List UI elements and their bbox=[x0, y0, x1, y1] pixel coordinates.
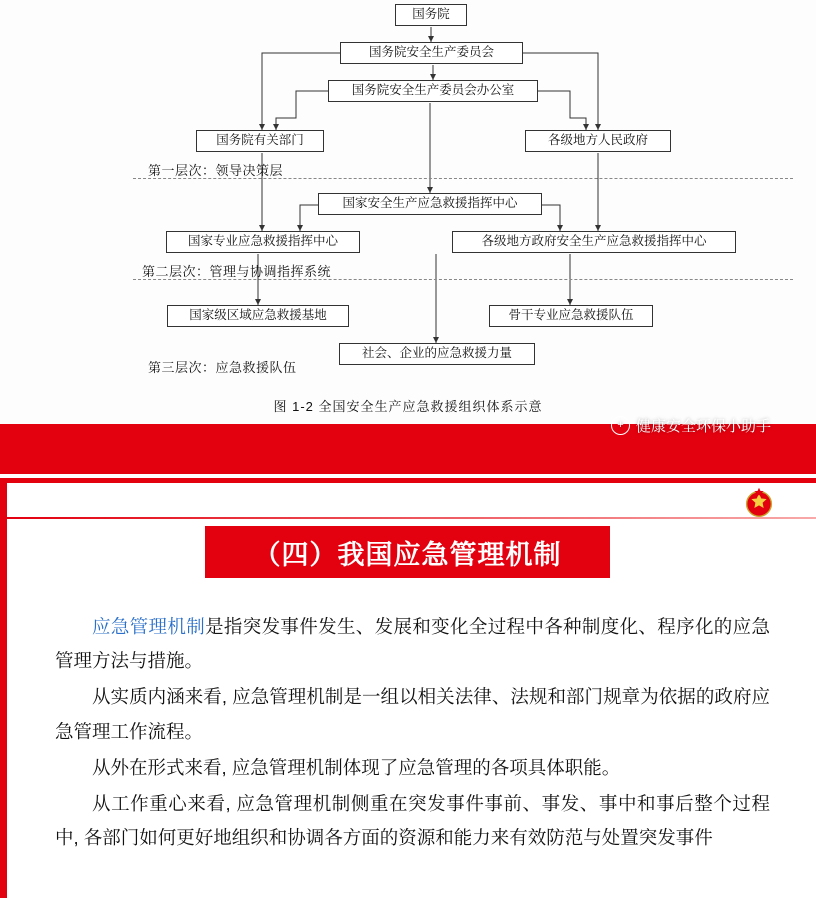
figure-caption: 图 1-2 全国安全生产应急救援组织体系示意 bbox=[273, 399, 543, 414]
national-emblem-icon bbox=[740, 484, 778, 522]
watermark-text: 健康安全环保小助手 bbox=[635, 418, 771, 435]
paragraph-1-text: 是指突发事件发生、发展和变化全过程中各种制度化、程序化的应急管理方法与措施。 bbox=[55, 616, 770, 672]
node-national-regional-base: 国家级区域应急救援基地 bbox=[167, 305, 349, 327]
node-state-council: 国务院 bbox=[395, 4, 467, 26]
node-safety-committee: 国务院安全生产委员会 bbox=[340, 42, 523, 64]
slide-title: （四）我国应急管理机制 bbox=[253, 539, 562, 570]
paragraph-3 bbox=[55, 751, 770, 785]
watermark-badge-icon: + bbox=[611, 416, 630, 435]
paragraph-2-text: 从实质内涵来看, 应急管理机制是一组以相关法律、法规和部门规章为依据的政府应急管理工作流程。 bbox=[55, 686, 770, 742]
node-national-professional-center: 国家专业应急救援指挥中心 bbox=[166, 231, 360, 253]
layer-label-1: 第一层次：领导决策层 bbox=[148, 163, 284, 178]
node-committee-office: 国务院安全生产委员会办公室 bbox=[328, 80, 538, 102]
slide-body bbox=[55, 610, 770, 858]
node-local-government-center: 各级地方政府安全生产应急救援指挥中心 bbox=[452, 231, 736, 253]
paragraph-1-keyword: 应急管理机制 bbox=[92, 616, 206, 637]
layer-label-2: 第二层次：管理与协调指挥系统 bbox=[142, 264, 332, 279]
node-local-governments: 各级地方人民政府 bbox=[525, 130, 671, 152]
slide-top-rule bbox=[7, 517, 816, 519]
slide-title-banner bbox=[205, 526, 610, 578]
node-national-command-center: 国家安全生产应急救援指挥中心 bbox=[318, 193, 542, 215]
layer-label-3: 第三层次：应急救援队伍 bbox=[148, 360, 297, 375]
paragraph-2 bbox=[55, 680, 770, 748]
paragraph-3-text: 从外在形式来看, 应急管理机制体现了应急管理的各项具体职能。 bbox=[92, 756, 621, 778]
paragraph-1 bbox=[55, 610, 770, 678]
node-backbone-teams: 骨干专业应急救援队伍 bbox=[489, 305, 653, 327]
watermark bbox=[611, 415, 771, 436]
node-social-enterprise-forces: 社会、企业的应急救援力量 bbox=[339, 343, 535, 365]
org-chart-diagram bbox=[0, 0, 816, 424]
node-related-departments: 国务院有关部门 bbox=[196, 130, 324, 152]
paragraph-4 bbox=[55, 787, 770, 855]
paragraph-4-text: 从工作重心来看, 应急管理机制侧重在突发事件事前、事发、事中和事后整个过程中, 各部门如何更好地组织和协调各方面的资源和能力来有效防范与处置突发事件 bbox=[55, 793, 770, 849]
